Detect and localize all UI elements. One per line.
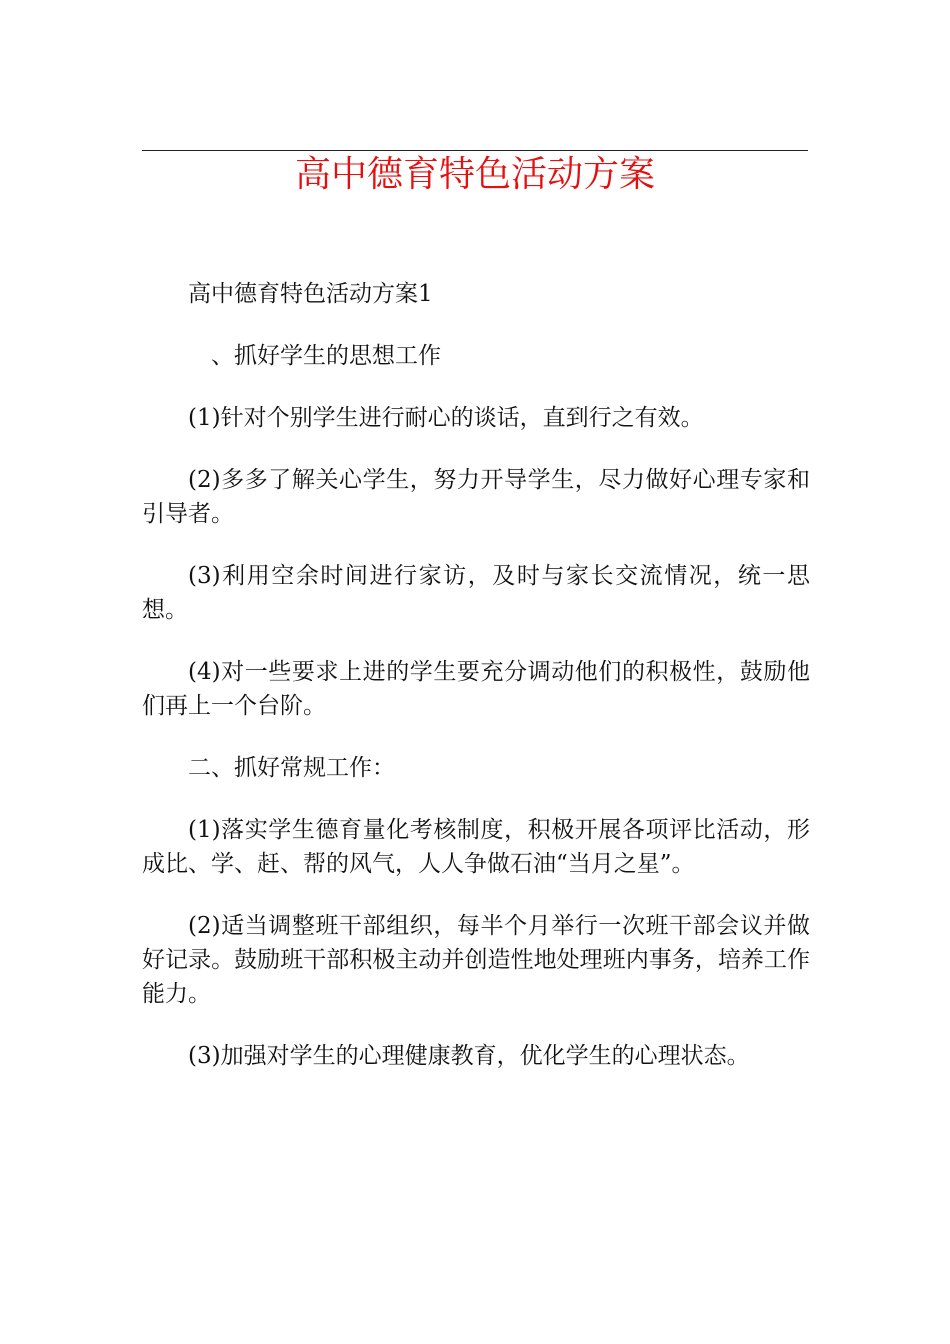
section-heading-1: 高中德育特色活动方案1 [188, 281, 433, 307]
subheading-routine-work: 二、抓好常规工作： [188, 755, 395, 781]
list-item-3: (3)利用空余时间进行家访，及时与家长交流情况，统一思想。 [142, 563, 810, 623]
list-item-1: (1)针对个别学生进行耐心的谈话，直到行之有效。 [188, 405, 704, 431]
document-body [142, 277, 810, 1073]
list-item-7: (3)加强对学生的心理健康教育，优化学生的心理状态。 [188, 1043, 750, 1069]
list-item-6: (2)适当调整班干部组织，每半个月举行一次班干部会议并做好记录。鼓励班干部积极主动并创造性地处理班内事务，培养工作能力。 [142, 913, 810, 1007]
list-item-5: (1)落实学生德育量化考核制度，积极开展各项评比活动，形成比、学、赶、帮的风气，人人争做石油“当月之星”。 [142, 817, 810, 877]
list-item-4: (4)对一些要求上进的学生要充分调动他们的积极性，鼓励他们再上一个台阶。 [142, 659, 810, 719]
document-title: 高中德育特色活动方案 [294, 154, 655, 195]
list-item-2: (2)多多了解关心学生，努力开导学生，尽力做好心理专家和引导者。 [142, 467, 810, 527]
subheading-thought-work: 、抓好学生的思想工作 [188, 343, 441, 369]
